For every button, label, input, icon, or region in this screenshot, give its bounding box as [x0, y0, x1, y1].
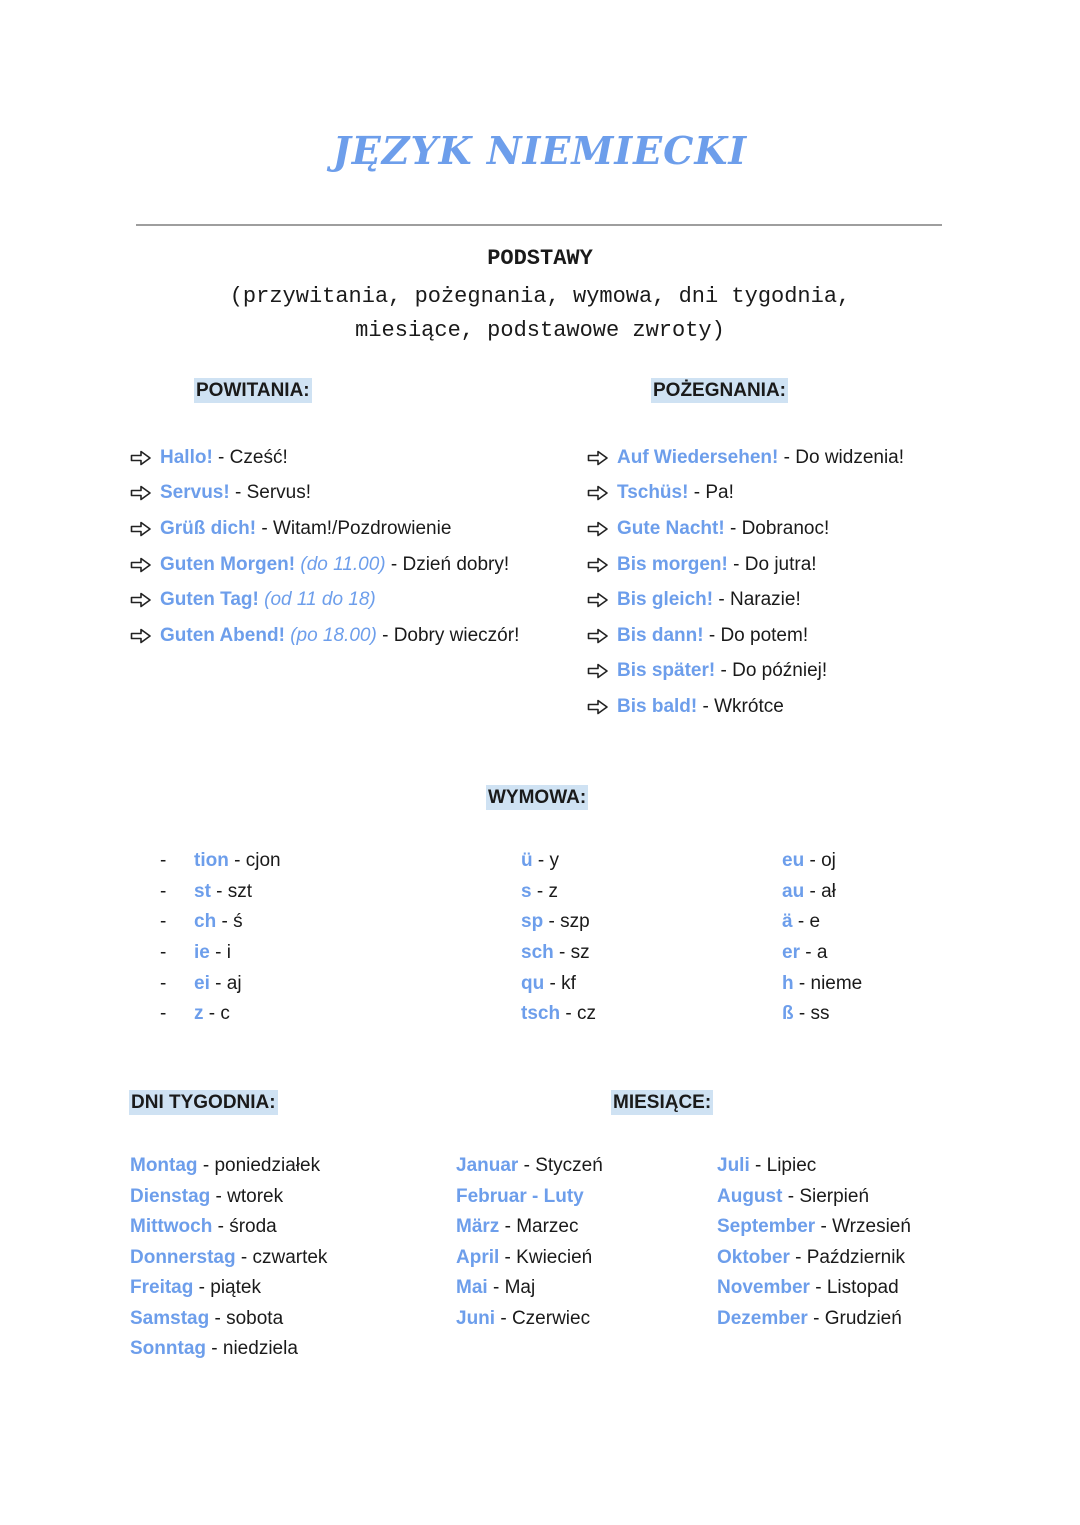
month-item: Oktober - Październik: [717, 1246, 905, 1268]
pronunciation-heading-wrap: [486, 787, 588, 809]
greeting-time-note: (po 18.00): [290, 624, 377, 646]
arrow-right-icon: [130, 628, 160, 644]
greeting-polish: Witam!/Pozdrowienie: [272, 517, 452, 539]
pronunciation-polish: i: [226, 942, 231, 964]
greeting-german: Hallo!: [160, 446, 213, 468]
month-item: November - Listopad: [717, 1277, 899, 1299]
greeting-item: Hallo! - Cześć!: [130, 440, 519, 476]
greeting-german: Guten Morgen!: [160, 553, 296, 575]
farewell-polish: Do później!: [732, 660, 828, 682]
subtitle-line-1: (przywitania, pożegnania, wymowa, dni tygodnia,: [229, 284, 851, 309]
pronunciation-german: h: [782, 972, 794, 994]
month-german: Dezember: [717, 1307, 808, 1329]
day-german: Sonntag: [130, 1338, 206, 1360]
greeting-german: Guten Tag!: [160, 589, 259, 611]
months-column-2: [717, 1151, 911, 1334]
day-item: Mittwoch - środa: [130, 1216, 277, 1238]
pronunciation-item: - z - c: [160, 1003, 230, 1025]
pronunciation-item: sch - sz: [521, 942, 590, 964]
month-german: Oktober: [717, 1246, 790, 1268]
months-heading: MIESIĄCE:: [613, 1092, 712, 1113]
pronunciation-item: - st - szt: [160, 880, 253, 902]
pronunciation-polish: ś: [233, 911, 243, 933]
pronunciation-polish: szp: [560, 911, 590, 933]
arrow-right-icon: [130, 592, 160, 608]
day-item: Montag - poniedziałek: [130, 1155, 321, 1177]
day-german: Freitag: [130, 1277, 194, 1299]
month-german: Juni: [456, 1307, 496, 1329]
month-polish: Maj: [504, 1277, 536, 1299]
month-item: Februar - Luty: [456, 1185, 584, 1207]
farewell-polish: Narazie!: [729, 589, 801, 611]
pronunciation-polish: nieme: [810, 972, 863, 994]
arrow-right-icon: [587, 628, 617, 644]
farewell-polish: Do jutra!: [744, 553, 817, 575]
farewell-polish: Do widzenia!: [795, 446, 905, 468]
greeting-polish: Servus!: [246, 482, 312, 504]
pronunciation-german: ä: [782, 911, 793, 933]
pronunciation-german: ie: [194, 942, 210, 964]
pronunciation-german: er: [782, 942, 800, 964]
pronunciation-item: qu - kf: [521, 972, 576, 994]
day-german: Dienstag: [130, 1185, 211, 1207]
pronunciation-item: ü - y: [521, 850, 559, 872]
greetings-heading: POWITANIA:: [196, 380, 310, 401]
arrow-right-icon: [587, 663, 617, 679]
farewell-item: Bis dann! - Do potem!: [587, 618, 904, 654]
month-item: April - Kwiecień: [456, 1246, 593, 1268]
day-item: Samstag - sobota: [130, 1307, 284, 1329]
day-german: Donnerstag: [130, 1246, 236, 1268]
arrow-right-icon: [130, 485, 160, 501]
subtitle: [0, 280, 1080, 348]
greeting-item: Guten Morgen! (do 11.00) - Dzień dobry!: [130, 547, 519, 583]
farewell-polish: Wkrótce: [714, 695, 784, 717]
day-polish: sobota: [226, 1307, 284, 1329]
month-item: August - Sierpień: [717, 1185, 870, 1207]
farewell-german: Tschüs!: [617, 482, 689, 504]
month-german: April: [456, 1246, 500, 1268]
pronunciation-polish: y: [549, 850, 559, 872]
arrow-right-icon: [587, 592, 617, 608]
pronunciation-polish: c: [220, 1003, 230, 1025]
month-item: Juli - Lipiec: [717, 1155, 817, 1177]
farewell-german: Auf Wiedersehen!: [617, 446, 779, 468]
month-german: Februar: [456, 1185, 527, 1207]
farewell-german: Bis dann!: [617, 624, 704, 646]
day-german: Samstag: [130, 1307, 210, 1329]
farewell-item: Auf Wiedersehen! - Do widzenia!: [587, 440, 904, 476]
pronunciation-polish: a: [816, 942, 828, 964]
pronunciation-polish: sz: [570, 942, 590, 964]
greetings-list: [130, 440, 519, 654]
day-polish: piątek: [210, 1277, 261, 1299]
pronunciation-column-1: [160, 846, 281, 1030]
pronunciation-german: eu: [782, 850, 805, 872]
day-polish: niedziela: [222, 1338, 298, 1360]
greeting-item: [130, 582, 519, 618]
farewell-polish: Dobranoc!: [741, 517, 830, 539]
month-polish: Styczeń: [535, 1155, 603, 1177]
greetings-heading-wrap: [194, 380, 312, 402]
pronunciation-german: st: [194, 880, 211, 902]
pronunciation-polish: kf: [561, 972, 576, 994]
farewell-item: Bis morgen! - Do jutra!: [587, 547, 904, 583]
day-german: Mittwoch: [130, 1216, 213, 1238]
pronunciation-german: ei: [194, 972, 210, 994]
month-item: September - Wrzesień: [717, 1216, 911, 1238]
month-polish: Wrzesień: [832, 1216, 911, 1238]
pronunciation-item: tsch - cz: [521, 1003, 596, 1025]
pronunciation-polish: cjon: [245, 850, 281, 872]
months-heading-wrap: [611, 1092, 713, 1114]
month-polish: Październik: [806, 1246, 905, 1268]
farewell-item: Bis später! - Do później!: [587, 654, 904, 690]
day-item: Donnerstag - czwartek: [130, 1246, 328, 1268]
farewell-item: Tschüs! - Pa!: [587, 476, 904, 512]
month-polish: Luty: [543, 1185, 584, 1207]
pronunciation-item: au - ał: [782, 880, 836, 902]
pronunciation-polish: ss: [810, 1003, 830, 1025]
pronunciation-polish: cz: [576, 1003, 596, 1025]
arrow-right-icon: [587, 521, 617, 537]
greeting-item: Grüß dich! - Witam!/Pozdrowienie: [130, 511, 519, 547]
greeting-item: Servus! - Servus!: [130, 476, 519, 512]
farewell-german: Bis bald!: [617, 695, 698, 717]
pronunciation-german: au: [782, 880, 805, 902]
month-polish: Czerwiec: [511, 1307, 591, 1329]
pronunciation-german: ß: [782, 1003, 794, 1025]
greeting-german: Guten Abend!: [160, 624, 285, 646]
days-heading-wrap: [129, 1092, 278, 1114]
month-german: März: [456, 1216, 500, 1238]
farewells-heading-wrap: [651, 380, 788, 402]
day-polish: wtorek: [227, 1185, 284, 1207]
day-polish: poniedziałek: [214, 1155, 321, 1177]
arrow-right-icon: [130, 450, 160, 466]
month-item: Juni - Czerwiec: [456, 1307, 591, 1329]
pronunciation-item: er - a: [782, 942, 828, 964]
pronunciation-polish: szt: [227, 880, 253, 902]
pronunciation-polish: ał: [821, 880, 836, 902]
greeting-german: Grüß dich!: [160, 517, 257, 539]
farewell-german: Bis später!: [617, 660, 716, 682]
day-german: Montag: [130, 1155, 198, 1177]
pronunciation-item: - ch - ś: [160, 911, 243, 933]
pronunciation-german: sp: [521, 911, 544, 933]
month-polish: Lipiec: [766, 1155, 817, 1177]
farewell-german: Bis morgen!: [617, 553, 728, 575]
pronunciation-german: sch: [521, 942, 554, 964]
day-item: Dienstag - wtorek: [130, 1185, 284, 1207]
pronunciation-column-3: [782, 846, 862, 1030]
pronunciation-item: - ei - aj: [160, 972, 242, 994]
month-polish: Kwiecień: [516, 1246, 593, 1268]
month-item: März - Marzec: [456, 1216, 579, 1238]
section-subheading: PODSTAWY: [487, 246, 593, 271]
pronunciation-item: ä - e: [782, 911, 821, 933]
farewell-german: Bis gleich!: [617, 589, 714, 611]
pronunciation-item: eu - oj: [782, 850, 836, 872]
greeting-german: Servus!: [160, 482, 230, 504]
greeting-polish: Cześć!: [229, 446, 288, 468]
month-german: Januar: [456, 1155, 519, 1177]
month-item: Mai - Maj: [456, 1277, 536, 1299]
farewell-item: Gute Nacht! - Dobranoc!: [587, 511, 904, 547]
month-german: November: [717, 1277, 810, 1299]
month-item: Januar - Styczeń: [456, 1155, 603, 1177]
pronunciation-german: tion: [194, 850, 229, 872]
farewells-heading: POŻEGNANIA:: [653, 380, 786, 401]
pronunciation-german: tsch: [521, 1003, 561, 1025]
arrow-right-icon: [130, 521, 160, 537]
arrow-right-icon: [130, 557, 160, 573]
month-item: Dezember - Grudzień: [717, 1307, 902, 1329]
farewell-item: Bis gleich! - Narazie!: [587, 582, 904, 618]
dash-marker: -: [160, 880, 167, 902]
pronunciation-german: qu: [521, 972, 545, 994]
pronunciation-german: ch: [194, 911, 217, 933]
month-german: August: [717, 1185, 783, 1207]
page-title: JĘZYK NIEMIECKI: [332, 128, 748, 173]
pronunciation-item: - ie - i: [160, 942, 231, 964]
month-polish: Grudzień: [824, 1307, 902, 1329]
pronunciation-polish: aj: [226, 972, 242, 994]
greeting-time-note: (do 11.00): [300, 553, 386, 575]
pronunciation-polish: e: [809, 911, 821, 933]
dash-marker: -: [160, 911, 167, 933]
dash-marker: -: [160, 972, 167, 994]
months-column-1: [456, 1151, 603, 1334]
day-item: Freitag - piątek: [130, 1277, 261, 1299]
month-german: Juli: [717, 1155, 750, 1177]
arrow-right-icon: [587, 557, 617, 573]
subtitle-line-2: miesiące, podstawowe zwroty): [355, 318, 725, 343]
pronunciation-column-2: [521, 846, 596, 1030]
month-polish: Sierpień: [799, 1185, 870, 1207]
day-polish: środa: [229, 1216, 277, 1238]
day-item: Sonntag - niedziela: [130, 1338, 298, 1360]
month-polish: Marzec: [516, 1216, 579, 1238]
dash-marker: -: [160, 942, 167, 964]
farewells-list: [587, 440, 904, 725]
day-polish: czwartek: [252, 1246, 328, 1268]
pronunciation-item: ß - ss: [782, 1003, 830, 1025]
month-german: September: [717, 1216, 816, 1238]
horizontal-divider: [136, 224, 942, 226]
month-german: Mai: [456, 1277, 488, 1299]
farewell-item: Bis bald! - Wkrótce: [587, 689, 904, 725]
pronunciation-polish: oj: [821, 850, 836, 872]
greeting-item: Guten Abend! (po 18.00) - Dobry wieczór!: [130, 618, 519, 654]
arrow-right-icon: [587, 450, 617, 466]
pronunciation-heading: WYMOWA:: [488, 787, 587, 808]
pronunciation-item: - tion - cjon: [160, 850, 281, 872]
dash-marker: -: [160, 850, 167, 872]
farewell-polish: Do potem!: [720, 624, 809, 646]
pronunciation-item: sp - szp: [521, 911, 590, 933]
pronunciation-german: z: [194, 1003, 204, 1025]
greeting-time-note: (od 11 do 18): [264, 589, 376, 611]
days-list: [130, 1151, 327, 1365]
pronunciation-german: ü: [521, 850, 533, 872]
pronunciation-polish: z: [548, 880, 558, 902]
pronunciation-item: s - z: [521, 880, 558, 902]
arrow-right-icon: [587, 699, 617, 715]
farewell-polish: Pa!: [705, 482, 734, 504]
days-heading: DNI TYGODNIA:: [131, 1092, 276, 1113]
pronunciation-item: h - nieme: [782, 972, 863, 994]
greeting-polish: Dobry wieczór!: [393, 624, 520, 646]
greeting-polish: Dzień dobry!: [402, 553, 510, 575]
month-polish: Listopad: [826, 1277, 899, 1299]
arrow-right-icon: [587, 485, 617, 501]
pronunciation-german: s: [521, 880, 532, 902]
dash-marker: -: [160, 1003, 167, 1025]
farewell-german: Gute Nacht!: [617, 517, 725, 539]
